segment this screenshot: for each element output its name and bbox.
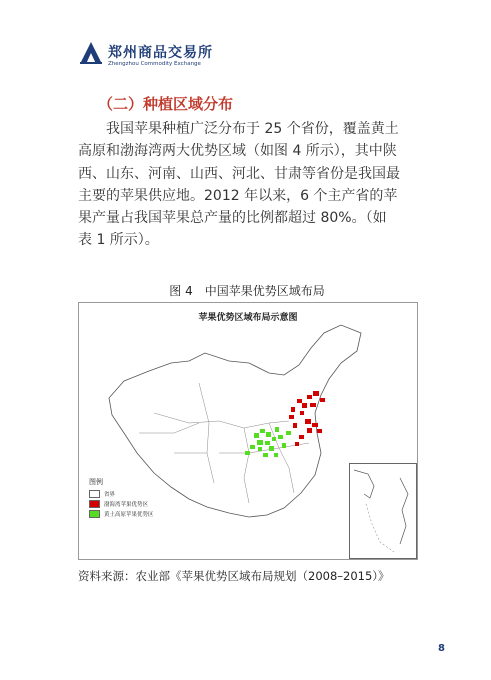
page-number: 8 (438, 643, 445, 654)
legend-swatch (89, 490, 100, 498)
map-title: 苹果优势区域布局示意图 (198, 313, 298, 323)
legend-label: 黄土高原苹果优势区 (104, 512, 154, 518)
paragraph-line: 表 1 所示）。 (78, 232, 159, 249)
paragraph-line: 高原和渤海湾两大优势区域（如图 4 所示），其中陕 (78, 143, 397, 160)
inset-map-graphic (350, 464, 416, 558)
paragraph-line: 主要的苹果供应地。2012 年以来，6 个主产省的苹 (78, 187, 398, 204)
exchange-logo (78, 40, 278, 74)
logo-english-name: Zhengzhou Commodity Exchange (108, 61, 201, 67)
legend-swatch (89, 500, 100, 508)
section-title: （二）种植区域分布 (98, 95, 234, 113)
south-china-sea-inset (349, 463, 417, 559)
figure-source: 资料来源：农业部《苹果优势区域布局规划（2008–2015）》 (78, 569, 390, 583)
legend-item-loess-plateau (89, 509, 209, 519)
legend-swatch (89, 510, 100, 518)
paragraph-line: 果产量占我国苹果总产量的比例都超过 80%。（如 (78, 210, 387, 227)
map-legend (89, 477, 209, 519)
paragraph-line: 西、山东、河南、山西、河北、甘肃等省份是我国最 (78, 165, 400, 182)
legend-title: 图例 (89, 478, 103, 486)
legend-item-bohai-bay (89, 499, 209, 509)
legend-label: 渤海湾苹果优势区 (104, 502, 149, 508)
body-paragraph (78, 118, 418, 252)
apple-region-map (78, 302, 418, 560)
paragraph-line: 我国苹果种植广泛分布于 25 个省份，覆盖黄土 (106, 121, 399, 137)
legend-label: 省界 (104, 492, 116, 498)
figure-caption: 图 4 中国苹果优势区域布局 (169, 284, 325, 298)
legend-item-province-border (89, 489, 209, 499)
logo-chinese-name: 郑州商品交易所 (108, 45, 213, 61)
exchange-logo-icon (78, 40, 104, 66)
